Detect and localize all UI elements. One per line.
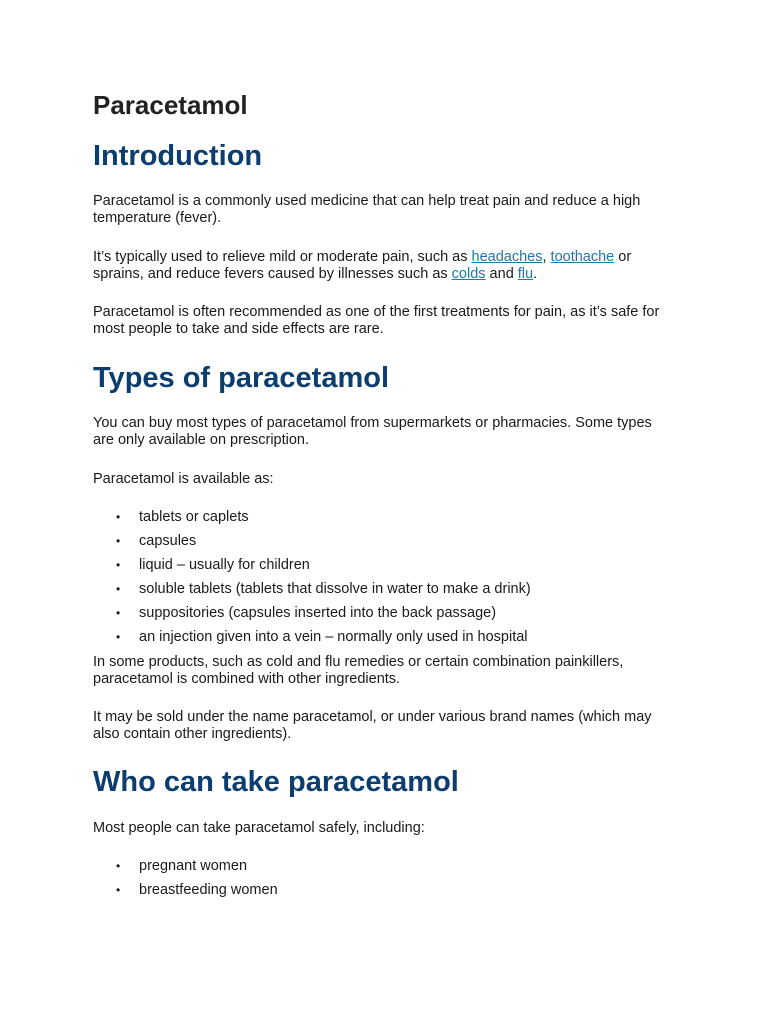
heading-introduction: Introduction — [93, 140, 263, 172]
bullet-icon: • — [116, 534, 121, 548]
who-paragraph-1: Most people can take paracetamol safely, including: — [93, 820, 425, 836]
list-item — [93, 533, 531, 557]
list-item-text: breastfeeding women — [139, 882, 278, 898]
headaches-link[interactable]: headaches — [471, 249, 543, 265]
bullet-icon: • — [116, 630, 121, 644]
bullet-icon: • — [116, 510, 121, 524]
types-paragraph-2: Paracetamol is available as: — [93, 471, 274, 487]
bullet-icon: • — [116, 859, 121, 873]
text-segment: , — [542, 249, 551, 265]
list-item-text: soluble tablets (tablets that dissolve in water to make a drink) — [139, 581, 531, 597]
list-item — [93, 581, 531, 605]
types-paragraph-3: In some products, such as cold and flu remedies or certain combination painkillers, paracetamol is combined with other ingredients. — [93, 654, 624, 687]
text-segment: or sprains, and reduce fevers caused by illnesses such as — [93, 249, 632, 282]
colds-link[interactable]: colds — [451, 266, 486, 282]
list-item — [93, 557, 531, 581]
intro-paragraph-3: Paracetamol is often recommended as one of the first treatments for pain, as it’s safe for most people to take and side effects are rare. — [93, 304, 660, 337]
list-item-text: an injection given into a vein – normally only used in hospital — [139, 629, 528, 645]
types-paragraph-4: It may be sold under the name paracetamol, or under various brand names (which may also contain other ingredients). — [93, 709, 652, 742]
list-item — [93, 882, 278, 906]
types-paragraph-1: You can buy most types of paracetamol from supermarkets or pharmacies. Some types are only available on prescription. — [93, 415, 652, 448]
document-title: Paracetamol — [93, 90, 248, 120]
list-item — [93, 858, 278, 882]
flu-link[interactable]: flu — [517, 266, 534, 282]
list-item-text: liquid – usually for children — [139, 557, 310, 573]
bullet-icon: • — [116, 606, 121, 620]
who-bullet-list — [93, 858, 278, 906]
list-item — [93, 629, 531, 653]
list-item-text: capsules — [139, 533, 197, 549]
heading-who-can-take-paracetamol: Who can take paracetamol — [93, 766, 459, 798]
heading-types-of-paracetamol: Types of paracetamol — [93, 362, 390, 394]
text-segment: . — [533, 266, 538, 282]
text-segment: It’s typically used to relieve mild or moderate pain, such as — [93, 249, 472, 265]
intro-paragraph-2 — [93, 249, 668, 283]
list-item — [93, 509, 531, 533]
toothache-link[interactable]: toothache — [550, 249, 615, 265]
list-item-text: tablets or caplets — [139, 509, 249, 525]
list-item — [93, 605, 531, 629]
types-bullet-list — [93, 509, 531, 653]
intro-paragraph-1: Paracetamol is a commonly used medicine that can help treat pain and reduce a high temperature (fever). — [93, 193, 641, 226]
list-item-text: pregnant women — [139, 858, 248, 874]
bullet-icon: • — [116, 558, 121, 572]
list-item-text: suppositories (capsules inserted into the back passage) — [139, 605, 497, 621]
bullet-icon: • — [116, 883, 121, 897]
text-segment: and — [485, 266, 518, 282]
bullet-icon: • — [116, 582, 121, 596]
